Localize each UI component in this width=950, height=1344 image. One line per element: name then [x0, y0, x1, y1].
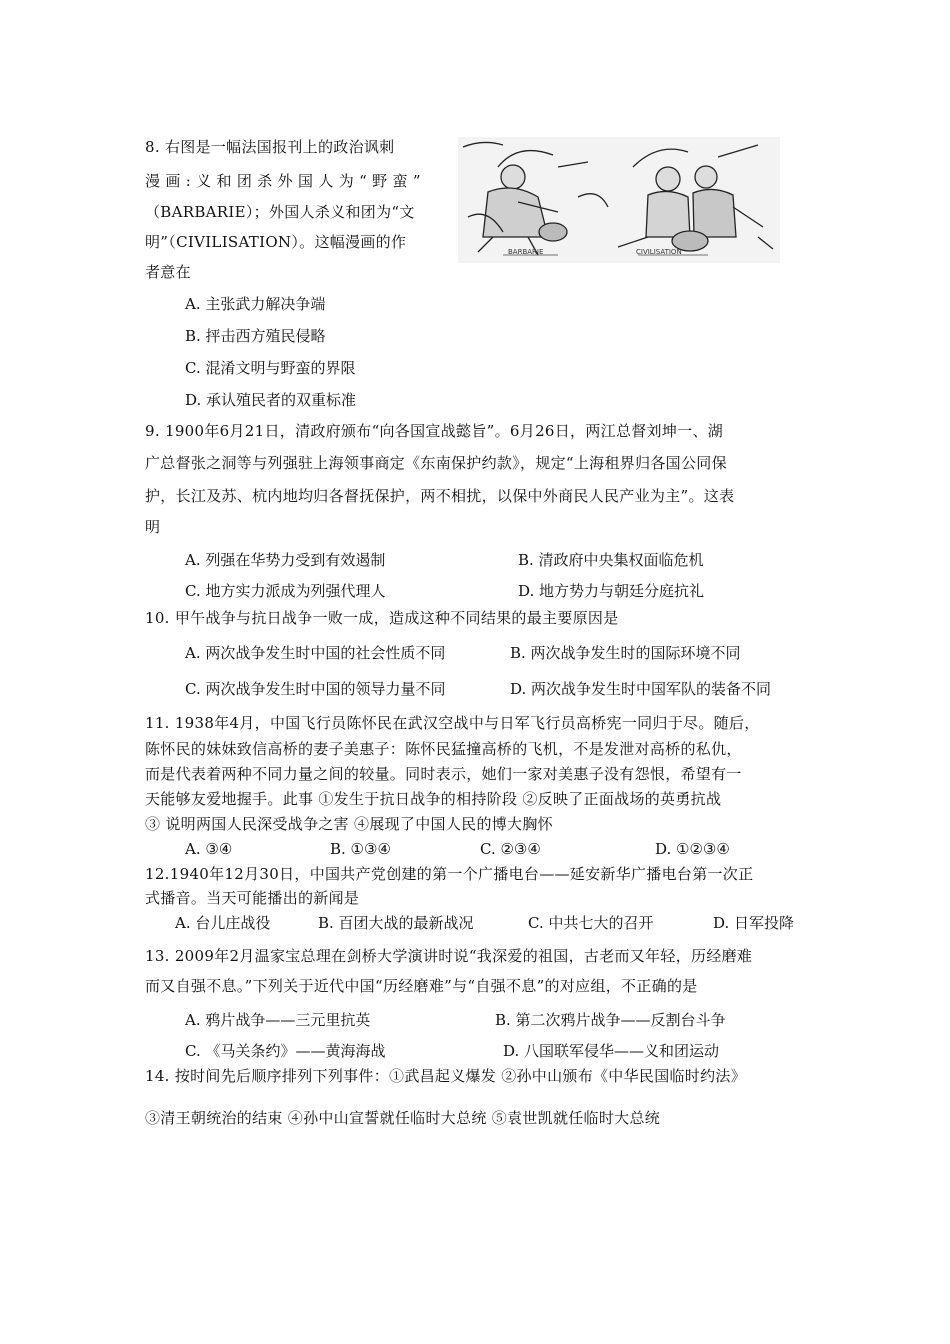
q13-option-d: D. 八国联军侵华——义和团运动 [503, 1042, 720, 1060]
q8-line-2: 漫 画 : 义 和 团 杀 外 国 人 为 “ 野 蛮 ” [145, 172, 421, 190]
q14-line-2: ③清王朝统治的结束 ④孙中山宣誓就任临时大总统 ⑤袁世凯就任临时大总统 [145, 1109, 661, 1127]
caption-barbarie: BARBARIE [508, 248, 544, 256]
q10-option-d: D. 两次战争发生时中国军队的装备不同 [510, 680, 772, 698]
q10-line: 10. 甲午战争与抗日战争一败一成，造成这种不同结果的最主要原因是 [145, 609, 619, 627]
satirical-cartoon-image [458, 137, 780, 263]
q8-line-5: 者意在 [145, 263, 191, 281]
q12-option-b: B. 百团大战的最新战况 [318, 914, 474, 932]
q13-option-c: C. 《马关条约》——黄海海战 [185, 1042, 386, 1060]
q9-option-a: A. 列强在华势力受到有效遏制 [185, 551, 386, 569]
q12-option-a: A. 台儿庄战役 [175, 914, 271, 932]
q10-option-b: B. 两次战争发生时的国际环境不同 [510, 644, 741, 662]
q12-option-c: C. 中共七大的召开 [528, 914, 654, 932]
q8-line-3: （BARBARIE）；外国人杀义和团为“文 [145, 203, 415, 221]
q12-option-d: D. 日军投降 [713, 914, 795, 932]
q12-line-2: 式播音。当天可能播出的新闻是 [145, 889, 360, 907]
q8-line-1: 8. 右图是一幅法国报刊上的政治讽刺 [145, 138, 395, 156]
q14-line-1: 14. 按时间先后顺序排列下列事件：①武昌起义爆发 ②孙中山颁布《中华民国临时约法》 [145, 1067, 746, 1085]
q9-line-3: 护，长江及苏、杭内地均归各督抚保护，两不相扰，以保中外商民人民产业为主”。这表 [145, 487, 735, 505]
q10-option-c: C. 两次战争发生时中国的领导力量不同 [185, 680, 446, 698]
q12-line-1: 12.1940年12月30日，中国共产党创建的第一个广播电台——延安新华广播电台第一次正 [145, 865, 754, 883]
q11-line-3: 而是代表着两种不同力量之间的较量。同时表示，她们一家对美惠子没有怨恨，希望有一 [145, 765, 742, 783]
q8-option-a: A. 主张武力解决争端 [185, 295, 326, 313]
q8-option-d: D. 承认殖民者的双重标准 [185, 391, 357, 409]
q9-option-d: D. 地方势力与朝廷分庭抗礼 [518, 582, 705, 600]
q13-line-2: 而又自强不息。”下列关于近代中国“历经磨难”与“自强不息”的对应组，不正确的是 [145, 977, 698, 995]
q11-option-a: A. ③④ [185, 840, 233, 858]
q9-line-1: 9. 1900年6月21日，清政府颁布“向各国宣战懿旨”。6月26日，两江总督刘坤一、湖 [145, 422, 724, 440]
q11-line-4: 天能够友爱地握手。此事 ①发生于抗日战争的相持阶段 ②反映了正面战场的英勇抗战 [145, 790, 722, 808]
q11-option-b: B. ①③④ [330, 840, 391, 858]
q11-line-1: 11. 1938年4月，中国飞行员陈怀民在武汉空战中与日军飞行员高桥宪一同归于尽。随后， [145, 714, 760, 732]
q9-line-2: 广总督张之洞等与列强驻上海领事商定《东南保护约款》，规定“上海租界归各国公同保 [145, 454, 727, 472]
q13-option-b: B. 第二次鸦片战争——反割台斗争 [495, 1011, 726, 1029]
q9-option-c: C. 地方实力派成为列强代理人 [185, 582, 386, 600]
q8-line-4: 明”（CIVILISATION）。这幅漫画的作 [145, 233, 407, 251]
q13-line-1: 13. 2009年2月温家宝总理在剑桥大学演讲时说“我深爱的祖国，古老而又年轻，历经磨难 [145, 947, 753, 965]
q8-option-c: C. 混淆文明与野蛮的界限 [185, 359, 356, 377]
q9-option-b: B. 清政府中央集权面临危机 [518, 551, 704, 569]
q13-option-a: A. 鸦片战争——三元里抗英 [185, 1011, 371, 1029]
q10-option-a: A. 两次战争发生时中国的社会性质不同 [185, 644, 446, 662]
q9-line-4: 明 [145, 518, 161, 536]
q11-line-2: 陈怀民的妹妹致信高桥的妻子美惠子：陈怀民猛撞高桥的飞机，不是发泄对高桥的私仇， [145, 740, 742, 758]
q11-line-5: ③ 说明两国人民深受战争之害 ④展现了中国人民的博大胸怀 [145, 815, 553, 833]
caption-civilisation: CIVILISATION [636, 248, 682, 256]
q8-option-b: B. 抨击西方殖民侵略 [185, 327, 326, 345]
q11-option-c: C. ②③④ [480, 840, 541, 858]
q11-option-d: D. ①②③④ [655, 840, 730, 858]
